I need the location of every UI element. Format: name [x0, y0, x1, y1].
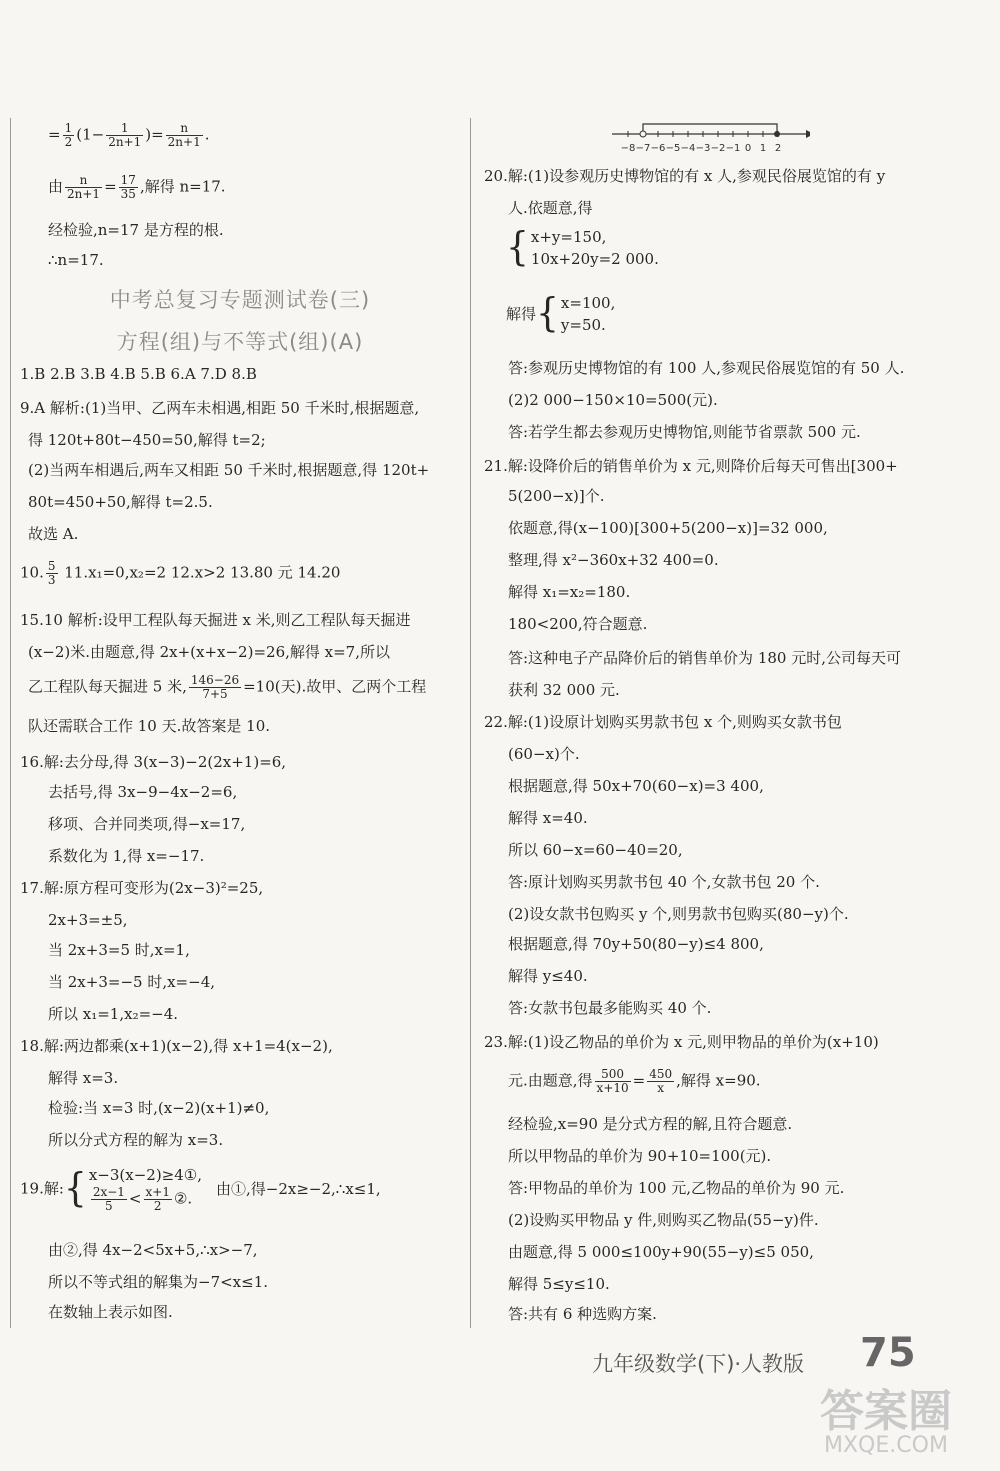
brace: { — [536, 290, 559, 336]
q21-line: 依题意,得(x−100)[300+5(200−x)]=32 000, — [508, 519, 828, 537]
q8-step-line — [48, 122, 210, 149]
q21-line: 180<200,符合题意. — [508, 615, 648, 633]
numerator: 17 — [120, 173, 136, 187]
watermark-logo: 答案圈 — [820, 1386, 952, 1437]
section-subtitle: 方程(组)与不等式(组)(A) — [116, 330, 364, 354]
text: < — [128, 1189, 142, 1208]
q22-line: 答:原计划购买男款书包 40 个,女款书包 20 个. — [508, 873, 820, 891]
denominator: 35 — [120, 187, 136, 201]
numerator: 1 — [106, 122, 143, 136]
q9-line: 故选 A. — [28, 525, 79, 543]
text: 10. — [20, 563, 44, 582]
q19-line: 在数轴上表示如图. — [48, 1303, 173, 1321]
q23-line: 经检验,x=90 是分式方程的解,且符合题意. — [508, 1115, 793, 1133]
q9-line: 得 120t+80t−450=50,解得 t=2; — [28, 431, 266, 449]
inequality-system — [89, 1164, 202, 1213]
fraction — [63, 122, 75, 149]
text: 元.由题意,得 — [508, 1071, 593, 1090]
q23-line: 所以甲物品的单价为 90+10=100(元). — [508, 1147, 772, 1165]
q20-line: 答:参观历史博物馆的有 100 人,参观民俗展览馆的有 50 人. — [508, 359, 905, 377]
q21-line: 答:这种电子产品降价后的销售单价为 180 元时,公司每天可 — [508, 649, 901, 667]
q23-line: (2)设购买甲物品 y 件,则购买乙物品(55−y)件. — [508, 1211, 819, 1229]
text: ②. — [173, 1189, 193, 1208]
equation-system — [531, 226, 659, 270]
q22-line: 解得 y≤40. — [508, 967, 588, 985]
q18-line: 所以分式方程的解为 x=3. — [48, 1131, 224, 1149]
q8-solve-line — [48, 174, 226, 201]
fraction — [91, 1186, 127, 1213]
tick-label: −2 — [710, 143, 726, 154]
inequality-2 — [89, 1186, 202, 1213]
q20-line: 答:若学生都去参观历史博物馆,则能节省票款 500 元. — [508, 423, 861, 441]
page-number: 75 — [860, 1330, 916, 1376]
tick-label: −4 — [680, 143, 696, 154]
solution-system — [561, 292, 615, 336]
q23-line: 答:甲物品的单价为 100 元,乙物品的单价为 90 元. — [508, 1179, 845, 1197]
q8-check-line: 经检验,n=17 是方程的根. — [48, 221, 224, 239]
q20-solution — [506, 292, 615, 336]
answers-10-14 — [20, 560, 340, 587]
inequality-1: x−3(x−2)≥4①, — [88, 1166, 203, 1184]
q15-line: 15.10 解析:设甲工程队每天掘进 x 米,则乙工程队每天掘进 — [20, 611, 411, 629]
numerator: 450 — [649, 1067, 673, 1081]
q23-line: 23.解:(1)设乙物品的单价为 x 元,则甲物品的单价为(x+10) — [484, 1033, 879, 1051]
equation-2: 10x+20y=2 000. — [530, 250, 659, 268]
q16-line: 移项、合并同类项,得−x=17, — [48, 815, 246, 833]
denominator: 2 — [153, 1199, 162, 1213]
text: 解得 — [506, 305, 537, 323]
tick-label: −3 — [695, 143, 711, 154]
text: 11.x₁=0,x₂=2 12.x>2 13.80 元 14.20 — [59, 563, 341, 582]
equation-1: x+y=150, — [530, 228, 607, 246]
watermark — [820, 1375, 990, 1465]
q16-line: 16.解:去分母,得 3(x−3)−2(2x+1)=6, — [20, 753, 287, 771]
denominator: 7+5 — [202, 687, 228, 701]
tick-label: 0 — [744, 143, 752, 154]
q22-line: 22.解:(1)设原计划购买男款书包 x 个,则购买女款书包 — [484, 713, 842, 731]
q21-line: 获利 32 000 元. — [508, 681, 620, 699]
q18-line: 解得 x=3. — [48, 1069, 119, 1087]
q22-line: (2)设女款书包购买 y 个,则男款书包购买(80−y)个. — [508, 905, 849, 923]
text: = — [632, 1071, 646, 1090]
q21-line: 5(200−x)]个. — [508, 487, 605, 505]
text: 19.解: — [20, 1179, 64, 1198]
section-title: 中考总复习专题测试卷(三) — [109, 288, 371, 312]
solution-1: x=100, — [560, 294, 616, 312]
fraction — [647, 1068, 674, 1095]
answers-1-8: 1.B 2.B 3.B 4.B 5.B 6.A 7.D 8.B — [20, 365, 257, 383]
q17-line: 当 2x+3=−5 时,x=−4, — [48, 973, 216, 991]
q23-line — [508, 1068, 761, 1095]
q17-line: 所以 x₁=1,x₂=−4. — [48, 1005, 179, 1023]
numerator: 2x−1 — [92, 1185, 125, 1199]
open-endpoint — [640, 131, 646, 137]
fraction — [189, 674, 241, 701]
denominator: 3 — [47, 573, 56, 587]
tick-label: 1 — [759, 143, 767, 154]
tick-label: −8 — [620, 143, 636, 154]
book-label: 九年级数学(下)·人教版 — [592, 1352, 805, 1376]
axis-arrow — [806, 130, 810, 138]
text: ,解得 x=90. — [676, 1071, 761, 1090]
q22-line: 根据题意,得 70y+50(80−y)≤4 800, — [508, 935, 764, 953]
q20-line: (2)2 000−150×10=500(元). — [508, 391, 718, 409]
text: =10(天).故甲、乙两个工程 — [243, 677, 427, 696]
q22-line: 所以 60−x=60−40=20, — [508, 841, 683, 859]
solution-bracket — [643, 124, 777, 134]
q16-line: 系数化为 1,得 x=−17. — [48, 847, 205, 865]
tick-label: −6 — [650, 143, 666, 154]
q21-line: 21.解:设降价后的销售单价为 x 元,则降价后每天可售出[300+ — [484, 457, 898, 475]
q23-line: 解得 5≤y≤10. — [508, 1275, 610, 1293]
text: 由 — [48, 177, 64, 196]
q15-line: (x−2)米.由题意,得 2x+(x+x−2)=26,解得 x=7,所以 — [28, 643, 390, 661]
numerator: 500 — [595, 1068, 631, 1082]
text: . — [204, 125, 210, 144]
fraction — [144, 1186, 172, 1213]
fraction — [119, 174, 138, 201]
q20-system — [506, 226, 659, 270]
numerator: n — [65, 174, 102, 188]
numerator: 5 — [47, 559, 56, 573]
tick-label: 2 — [774, 143, 782, 154]
watermark-url: MXQE.COM — [824, 1433, 948, 1458]
text: 由①,得−2x≥−2,∴x≤1, — [216, 1179, 381, 1198]
numerator: n — [166, 122, 203, 136]
denominator: 2 — [64, 135, 73, 149]
q16-line: 去括号,得 3x−9−4x−2=6, — [48, 783, 238, 801]
tick-label: −5 — [665, 143, 681, 154]
q22-line: 解得 x=40. — [508, 809, 588, 827]
denominator: 2n+1 — [167, 135, 201, 149]
q21-line: 解得 x₁=x₂=180. — [508, 583, 631, 601]
q21-line: 整理,得 x²−360x+32 400=0. — [508, 551, 719, 569]
q22-line: 根据题意,得 50x+70(60−x)=3 400, — [508, 777, 764, 795]
q23-line: 由题意,得 5 000≤100y+90(55−y)≤5 050, — [508, 1243, 814, 1261]
text: ,解得 n=17. — [139, 177, 226, 196]
text: )= — [145, 125, 164, 144]
q15-line — [28, 674, 426, 701]
text: = — [48, 125, 61, 144]
denominator: x — [657, 1081, 665, 1095]
q20-line: 人.依题意,得 — [508, 199, 593, 217]
q8-answer-line: ∴n=17. — [48, 251, 104, 269]
text: = — [104, 177, 117, 196]
q17-line: 2x+3=±5, — [48, 911, 128, 929]
q20-line: 20.解:(1)设参观历史博物馆的有 x 人,参观民俗展览馆的有 y — [484, 167, 886, 185]
tick-label: −1 — [725, 143, 741, 154]
q9-line: 80t=450+50,解得 t=2.5. — [28, 493, 213, 511]
numerator: 1 — [64, 121, 73, 135]
number-line-diagram — [610, 118, 810, 156]
numerator: 146−26 — [190, 673, 240, 687]
q18-line: 检验:当 x=3 时,(x−2)(x+1)≠0, — [48, 1099, 270, 1117]
q9-line: (2)当两车相遇后,两车又相距 50 千米时,根据题意,得 120t+ — [28, 461, 430, 479]
q19-line: 所以不等式组的解集为−7<x≤1. — [48, 1273, 269, 1291]
q17-line: 当 2x+3=5 时,x=1, — [48, 941, 190, 959]
denominator: 2n+1 — [108, 135, 142, 149]
fraction — [106, 122, 143, 149]
text: 乙工程队每天掘进 5 米, — [28, 677, 187, 696]
brace: { — [506, 224, 529, 270]
brace: { — [63, 1165, 87, 1211]
fraction — [46, 560, 58, 587]
denominator: x+10 — [596, 1081, 629, 1095]
fraction — [166, 122, 203, 149]
text: (1− — [76, 125, 105, 144]
denominator: 5 — [105, 1199, 113, 1213]
solution-2: y=50. — [560, 316, 606, 334]
left-margin-rule — [10, 118, 11, 1328]
tick-label: −7 — [635, 143, 651, 154]
q17-line: 17.解:原方程可变形为(2x−3)²=25, — [20, 879, 264, 897]
q19-system — [20, 1164, 381, 1213]
q22-line: (60−x)个. — [508, 745, 580, 763]
q22-line: 答:女款书包最多能购买 40 个. — [508, 999, 712, 1017]
fraction — [595, 1068, 631, 1095]
q15-line: 队还需联合工作 10 天.故答案是 10. — [28, 717, 271, 735]
q19-line: 由②,得 4x−2<5x+5,∴x>−7, — [48, 1241, 258, 1259]
denominator: 2n+1 — [67, 187, 101, 201]
q18-line: 18.解:两边都乘(x+1)(x−2),得 x+1=4(x−2), — [20, 1037, 333, 1055]
closed-endpoint — [774, 131, 780, 137]
q23-line: 答:共有 6 种选购方案. — [508, 1305, 657, 1323]
numerator: x+1 — [145, 1185, 170, 1199]
column-divider — [470, 118, 471, 1328]
q9-line: 9.A 解析:(1)当甲、乙两车未相遇,相距 50 千米时,根据题意, — [20, 399, 420, 417]
fraction — [65, 174, 102, 201]
